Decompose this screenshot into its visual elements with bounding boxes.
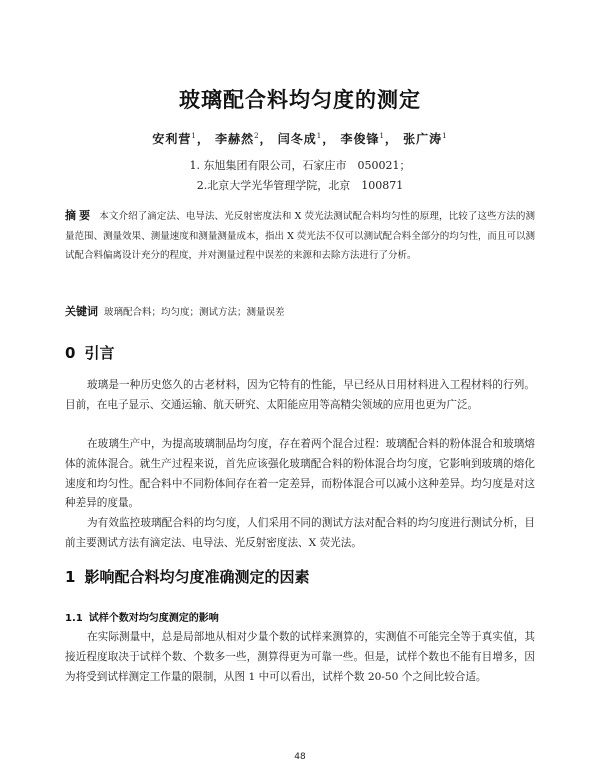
paragraph: 玻璃是一种历史悠久的古老材料，因为它特有的性能，早已经从日用材料进入工程材料的行列。目前，在电子显示、交通运输、航天研究、太阳能应用等高精尖领域的应用也更为广泛。 bbox=[65, 379, 535, 411]
author-separator: ， bbox=[384, 132, 398, 146]
section-number: 1 bbox=[65, 568, 76, 586]
section-title: 影响配合料均匀度准确测定的因素 bbox=[84, 568, 310, 586]
affiliation-1: 1. 东旭集团有限公司，石家庄市 050021； bbox=[189, 159, 411, 172]
abstract bbox=[65, 206, 535, 266]
author-line bbox=[0, 130, 600, 147]
author-separator: ， bbox=[259, 132, 273, 146]
subsection-title: 试样个数对均匀度测定的影响 bbox=[88, 613, 219, 624]
author-separator: ， bbox=[196, 132, 210, 146]
section-heading-intro bbox=[65, 342, 114, 363]
keywords bbox=[65, 303, 535, 319]
author-name: 李赫然 bbox=[215, 132, 255, 146]
section-title: 引言 bbox=[84, 344, 115, 362]
author-affiliation-mark: 1 bbox=[191, 132, 197, 140]
author-name: 李俊锋 bbox=[340, 132, 380, 146]
author-affiliation-mark: 1 bbox=[316, 132, 323, 140]
author-name: 闫冬成 bbox=[277, 132, 317, 146]
author-name: 张广涛 bbox=[403, 132, 443, 146]
section-heading-1 bbox=[65, 566, 309, 587]
author-affiliation-mark: 1 bbox=[379, 132, 385, 140]
author-name: 安利营 bbox=[152, 132, 192, 146]
affiliation-2: 2.北京大学光华管理学院，北京 100871 bbox=[196, 179, 404, 192]
author-affiliation-mark: 1 bbox=[442, 132, 448, 140]
author-separator: ， bbox=[322, 132, 336, 146]
paragraph: 为有效监控玻璃配合料的均匀度，人们采用不同的测试方法对配合料的均匀度进行测试分析，目前主要测试方法有滴定法、电导法、光反射密度法、X 荧光法。 bbox=[65, 517, 535, 549]
paragraph: 在玻璃生产中，为提高玻璃制品均匀度，存在着两个混合过程：玻璃配合料的粉体混合和玻璃熔体的流体混合。就生产过程来说，首先应该强化玻璃配合料的粉体混合均匀度，它影响到玻璃的熔化速度和均匀性。配合料中不同粉体间存在着一定差异，而粉体混合可以减小这种差异。均匀度是对这种差异的度量。 bbox=[65, 438, 535, 510]
keywords-label: 关键词 bbox=[65, 305, 98, 318]
abstract-label: 摘要 bbox=[65, 209, 94, 222]
abstract-text: 本文介绍了滴定法、电导法、光反射密度法和 X 荧光法测试配合料均匀性的原理，比较了这些方法的测量范围、测量效果、测量速度和测量测量成本，指出 X 荧光法不仅可以测试配合料全部分的均匀性，而且可以测试配合料偏离设计充分的程度，并对测量过程中误差的来源和去除方法进行了分析。 bbox=[65, 211, 536, 261]
paragraph: 在实际测量中，总是局部地从相对少量个数的试样来测算的，实测值不可能完全等于真实值，其接近程度取决于试样个数、个数多一些，测算得更为可靠一些。但是，试样个数也不能有目增多，因为将受到试样测定工作量的限制，从图 1 中可以看出，试样个数 20-50 个之间比较合适。 bbox=[65, 631, 535, 683]
subsection-heading-1-1 bbox=[65, 609, 219, 624]
keywords-text: 玻璃配合料；均匀度；测试方法；测量误差 bbox=[104, 307, 285, 318]
page-number: 48 bbox=[294, 752, 306, 762]
author-affiliation-mark: 2 bbox=[254, 132, 260, 140]
subsection-number: 1.1 bbox=[65, 613, 83, 624]
paper-title: 玻璃配合料均匀度的测定 bbox=[179, 88, 421, 112]
section-number: 0 bbox=[65, 344, 76, 362]
